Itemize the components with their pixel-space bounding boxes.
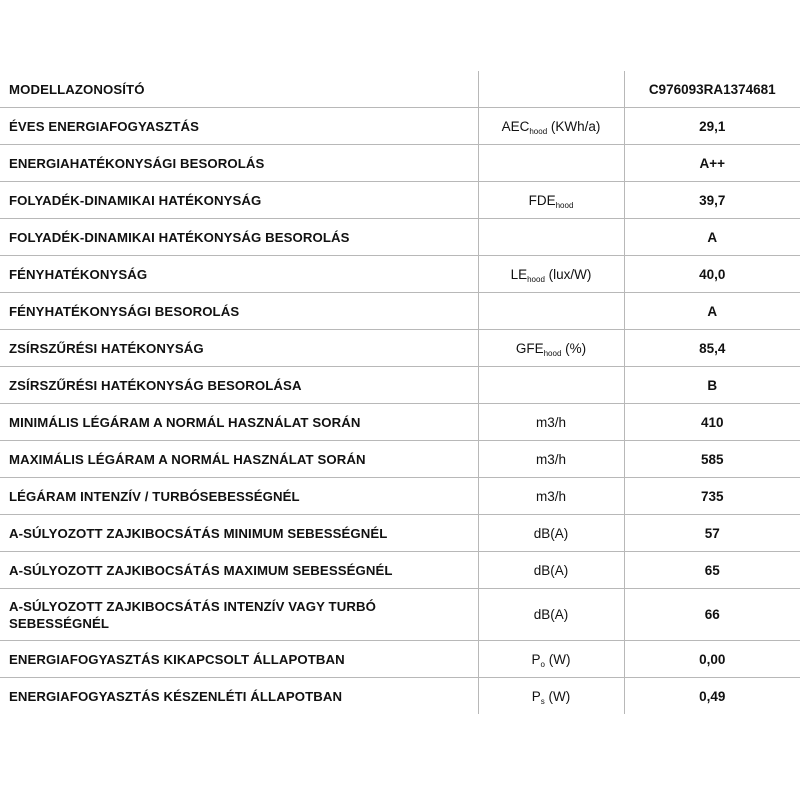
row-label: ENERGIAFOGYASZTÁS KÉSZENLÉTI ÁLLAPOTBAN bbox=[0, 678, 478, 715]
table-row bbox=[0, 367, 800, 404]
row-label: MAXIMÁLIS LÉGÁRAM A NORMÁL HASZNÁLAT SORÁN bbox=[0, 441, 478, 478]
unit-subscript: hood bbox=[543, 348, 562, 358]
unit-main: m3/h bbox=[535, 451, 566, 467]
row-unit bbox=[478, 641, 624, 678]
row-unit bbox=[478, 256, 624, 293]
unit-suffix: (W) bbox=[544, 688, 571, 704]
row-label: FÉNYHATÉKONYSÁG bbox=[0, 256, 478, 293]
table-row bbox=[0, 145, 800, 182]
unit-subscript: o bbox=[540, 659, 545, 669]
row-label: A-SÚLYOZOTT ZAJKIBOCSÁTÁS INTENZÍV VAGY TURBÓ SEBESSÉGNÉL bbox=[0, 589, 478, 641]
row-value: 585 bbox=[624, 441, 800, 478]
row-label: FÉNYHATÉKONYSÁGI BESOROLÁS bbox=[0, 293, 478, 330]
table-row bbox=[0, 478, 800, 515]
unit-main: GFE bbox=[515, 340, 544, 356]
row-unit bbox=[478, 219, 624, 256]
unit-main: dB(A) bbox=[533, 562, 569, 578]
unit-main: m3/h bbox=[535, 488, 566, 504]
spec-table-body bbox=[0, 71, 800, 714]
table-row bbox=[0, 108, 800, 145]
row-unit bbox=[478, 145, 624, 182]
table-row bbox=[0, 441, 800, 478]
unit-subscript: s bbox=[540, 696, 545, 706]
row-value: 29,1 bbox=[624, 108, 800, 145]
unit-main: dB(A) bbox=[533, 607, 569, 622]
table-row bbox=[0, 182, 800, 219]
unit-main: dB(A) bbox=[533, 525, 569, 541]
unit-main: AEC bbox=[501, 118, 530, 134]
row-unit bbox=[478, 441, 624, 478]
row-unit bbox=[478, 182, 624, 219]
row-unit bbox=[478, 108, 624, 145]
unit-main: P bbox=[531, 651, 541, 667]
row-value: A++ bbox=[624, 145, 800, 182]
row-unit bbox=[478, 478, 624, 515]
row-value: 0,49 bbox=[624, 678, 800, 715]
row-label: MINIMÁLIS LÉGÁRAM A NORMÁL HASZNÁLAT SORÁN bbox=[0, 404, 478, 441]
unit-subscript: hood bbox=[529, 126, 548, 136]
unit-suffix: (KWh/a) bbox=[547, 118, 601, 134]
row-value: 0,00 bbox=[624, 641, 800, 678]
product-fiche bbox=[0, 71, 800, 714]
row-label: ENERGIAHATÉKONYSÁGI BESOROLÁS bbox=[0, 145, 478, 182]
row-value: 65 bbox=[624, 552, 800, 589]
row-unit bbox=[478, 293, 624, 330]
row-value: 735 bbox=[624, 478, 800, 515]
row-unit bbox=[478, 589, 624, 641]
row-label: ENERGIAFOGYASZTÁS KIKAPCSOLT ÁLLAPOTBAN bbox=[0, 641, 478, 678]
row-value: 410 bbox=[624, 404, 800, 441]
unit-subscript: hood bbox=[527, 274, 545, 284]
row-value: 40,0 bbox=[624, 256, 800, 293]
unit-suffix: (W) bbox=[544, 651, 571, 667]
table-row bbox=[0, 219, 800, 256]
unit-suffix: (lux/W) bbox=[544, 266, 592, 282]
table-row bbox=[0, 293, 800, 330]
table-row bbox=[0, 589, 800, 641]
row-label: ZSÍRSZŰRÉSI HATÉKONYSÁG BESOROLÁSA bbox=[0, 367, 478, 404]
row-label: A-SÚLYOZOTT ZAJKIBOCSÁTÁS MAXIMUM SEBESSÉGNÉL bbox=[0, 552, 478, 589]
table-row bbox=[0, 641, 800, 678]
row-label: FOLYADÉK-DINAMIKAI HATÉKONYSÁG BESOROLÁS bbox=[0, 219, 478, 256]
row-label: MODELLAZONOSÍTÓ bbox=[0, 71, 478, 108]
row-value: 66 bbox=[624, 589, 800, 641]
row-unit bbox=[478, 71, 624, 108]
table-row bbox=[0, 515, 800, 552]
unit-suffix: (%) bbox=[561, 340, 587, 356]
row-unit bbox=[478, 330, 624, 367]
row-unit bbox=[478, 552, 624, 589]
unit-subscript: hood bbox=[555, 200, 574, 210]
row-label: FOLYADÉK-DINAMIKAI HATÉKONYSÁG bbox=[0, 182, 478, 219]
table-row bbox=[0, 71, 800, 108]
unit-main: m3/h bbox=[535, 414, 566, 430]
table-row bbox=[0, 404, 800, 441]
row-value: 85,4 bbox=[624, 330, 800, 367]
row-unit bbox=[478, 678, 624, 715]
row-value: C976093RA1374681 bbox=[624, 71, 800, 108]
row-unit bbox=[478, 404, 624, 441]
row-unit bbox=[478, 515, 624, 552]
row-label: ÉVES ENERGIAFOGYASZTÁS bbox=[0, 108, 478, 145]
row-value: 57 bbox=[624, 515, 800, 552]
row-unit bbox=[478, 367, 624, 404]
row-label: A-SÚLYOZOTT ZAJKIBOCSÁTÁS MINIMUM SEBESSÉGNÉL bbox=[0, 515, 478, 552]
unit-main: P bbox=[531, 688, 541, 704]
spec-table bbox=[0, 71, 800, 714]
table-row bbox=[0, 552, 800, 589]
row-label: LÉGÁRAM INTENZÍV / TURBÓSEBESSÉGNÉL bbox=[0, 478, 478, 515]
unit-main: FDE bbox=[528, 192, 556, 208]
unit-main: LE bbox=[510, 266, 528, 282]
table-row bbox=[0, 678, 800, 715]
table-row bbox=[0, 330, 800, 367]
row-value: A bbox=[624, 293, 800, 330]
row-value: B bbox=[624, 367, 800, 404]
table-row bbox=[0, 256, 800, 293]
row-value: 39,7 bbox=[624, 182, 800, 219]
row-value: A bbox=[624, 219, 800, 256]
row-label: ZSÍRSZŰRÉSI HATÉKONYSÁG bbox=[0, 330, 478, 367]
